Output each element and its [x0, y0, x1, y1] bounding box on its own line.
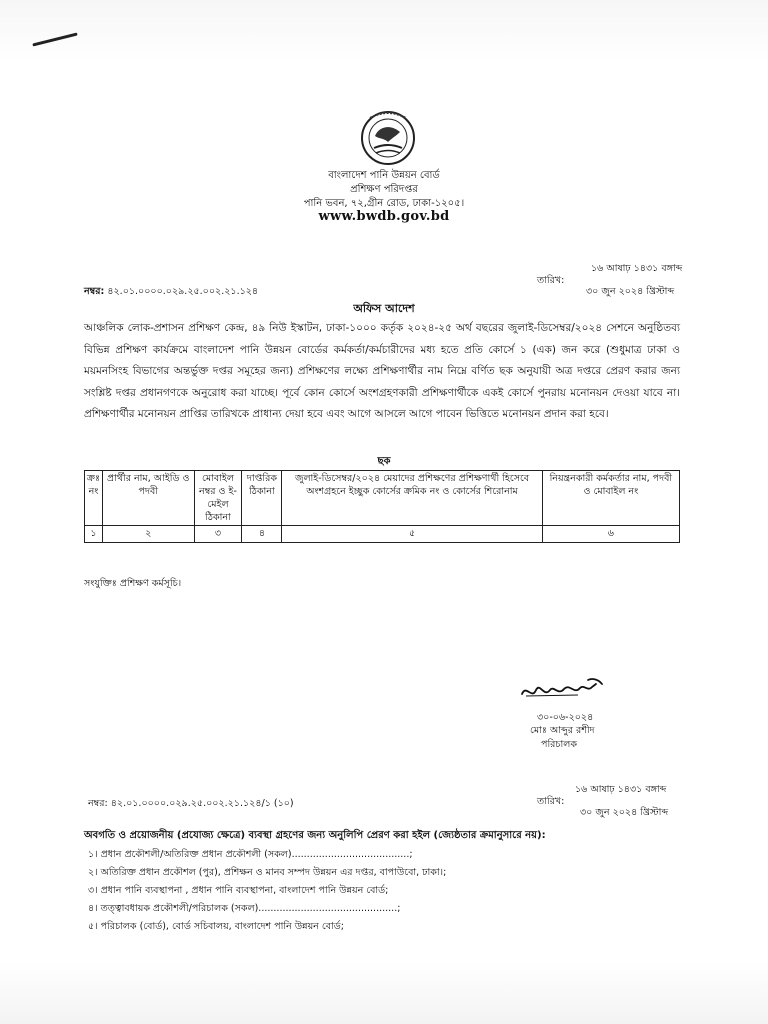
memo-number-value: ৪২.০১.০০০০.০২৯.২৫.০০২.২১.১২৪: [107, 286, 259, 297]
org-name: বাংলাদেশ পানি উন্নয়ন বোর্ড: [328, 170, 440, 181]
table-header-name: প্রার্থীর নাম, আইডি ও পদবী: [103, 471, 195, 526]
order-title: অফিস আদেশ: [353, 302, 415, 315]
copy-to-item: ৪। তত্ত্বাবধায়ক প্রকৌশলী/পরিচালক (সকল)..............................................;: [88, 903, 401, 914]
memo-number: [84, 285, 258, 300]
table-header-row: [85, 471, 680, 526]
copy-to-item: ৩। প্রধান পানি ব্যবস্থাপনা , প্রধান পানি ব্যবস্থাপনা, বাংলাদেশ পানি উন্নয়ন বোর্ড;: [88, 885, 389, 896]
attachment-note: সংযুক্তিঃ প্রশিক্ষণ কর্মসূচি।: [84, 578, 182, 589]
table-caption: ছক: [377, 456, 391, 467]
table-cell: ৫: [282, 526, 542, 543]
nomination-table: [84, 470, 680, 543]
memo-date-gregorian: ৩০ জুন ২০২৪ খ্রিস্টাব্দ: [586, 286, 675, 297]
memo2-date-label: তারিখ:: [537, 796, 565, 807]
directorate-name: প্রশিক্ষণ পরিদপ্তর: [350, 184, 418, 195]
memo2-number-label: নম্বর:: [88, 798, 108, 809]
copy-to-item: ১। প্রধান প্রকৌশলী/অতিরিক্ত প্রধান প্রকৌশলী (সকল).......................................;: [88, 849, 413, 860]
table-cell: ৩: [194, 526, 242, 543]
signatory-name: মোঃ আব্দুর রশীদ: [530, 725, 595, 736]
memo2-number: [88, 797, 294, 812]
copy-to-item: ৫। পরিচালক (বোর্ড), বোর্ড সচিবালয়, বাংলাদেশ পানি উন্নয়ন বোর্ড;: [88, 921, 344, 932]
table-header-contact: মোবাইল নম্বর ও ই-মেইল ঠিকানা: [194, 471, 242, 526]
website-link[interactable]: www.bwdb.gov.bd: [318, 209, 450, 224]
bwdb-logo-icon: [358, 108, 418, 166]
table-header-course: জুলাই-ডিসেম্বর/২০২৪ মেয়াদের প্রশিক্ষণের প্রশিক্ষণার্থী হিসেবে অংশগ্রহনে ইচ্ছুক কোর্সের ক্রমিক নং ও কোর্সের শিরোনাম: [282, 471, 542, 526]
memo-number-label: নম্বর:: [84, 286, 105, 297]
pen-mark: [32, 32, 77, 46]
office-address: পানি ভবন, ৭২,গ্রীন রোড, ঢাকা-১২০৫।: [303, 198, 465, 209]
table-header-controlling-officer: নিয়ন্ত্রনকারী কর্মকর্তার নাম, পদবী ও মোবাইল নং: [542, 471, 679, 526]
table-cell: ৪: [242, 526, 282, 543]
signature-date: ৩০-০৬-২০২৪: [537, 712, 594, 723]
memo-date-label: তারিখ:: [537, 275, 565, 286]
table-header-serial: ক্রঃ নং: [85, 471, 103, 526]
memo2-date-bangla: ১৬ আষাঢ় ১৪৩১ বঙ্গাব্দ: [575, 784, 667, 795]
memo-date-bangla: ১৬ আষাঢ় ১৪৩১ বঙ্গাব্দ: [591, 263, 683, 274]
table-header-office-address: দাপ্তরিক ঠিকানা: [242, 471, 282, 526]
signatory-designation: পরিচালক: [541, 739, 577, 750]
signature: [518, 676, 608, 706]
copy-to-item: ২। অতিরিক্ত প্রধান প্রকৌশল (পুর), প্রশিক্ষন ও মানব সম্পদ উন্নয়ন এর দপ্তর, বাপাউবো, ঢাকা।;: [88, 867, 447, 878]
memo2-date-gregorian: ৩০ জুন ২০২৪ খ্রিস্টাব্দ: [580, 807, 669, 818]
table-cell: ২: [103, 526, 195, 543]
table-cell: ৬: [542, 526, 679, 543]
memo2-number-value: ৪২.০১.০০০০.০২৯.২৫.০০২.২১.১২৪/১ (১০): [110, 798, 294, 809]
copy-to-heading: অবগতি ও প্রয়োজনীয় (প্রযোজ্য ক্ষেত্রে) ব্যবস্থা গ্রহণের জন্য অনুলিপি প্রেরণ করা হইল (জ্যেষ্ঠতার ক্রমানুসারে নয়):: [84, 830, 546, 841]
order-body: আঞ্চলিক লোক-প্রশাসন প্রশিক্ষণ কেন্দ্র, ৪৯ নিউ ইস্কাটন, ঢাকা-১০০০ কর্তৃক ২০২৪-২৫ অর্থ বছরের জুলাই-ডিসেম্বর/২০২৪ সেশনে অনুষ্ঠিতব্য বিভিন্ন প্রশিক্ষণ কার্যক্রমে বাংলাদেশ পানি উন্নয়ন বোর্ডের কর্মকর্তা/কর্মচারীদের মধ্য হতে প্রতি কোর্সে ১ (এক) জন করে (শুধুমাত্র ঢাকা ও ময়মনসিংহ বিভাগের অন্তর্ভুক্ত দপ্তর সমূহের জন্য) প্রশিক্ষণের লক্ষ্যে প্রশিক্ষণার্থীর নাম নিম্নে বর্ণিত ছক অনুযায়ী অত্র দপ্তরে প্রেরণ করার জন্য সংশ্লিষ্ট দপ্তর প্রধানগণকে অনুরোধ করা যাচ্ছে। পূর্বে কোন কোর্সে অংশগ্রহণকারী প্রশিক্ষণার্থীকে একই কোর্সে পুনরায় মনোনয়ন দেওয়া যাবে না। প্রশিক্ষণার্থীর মনোনয়ন প্রাপ্তির তারিখকে প্রাধান্য দেয়া হবে এবং আগে আসলে আগে পাবেন ভিত্তিতে মনোনয়ন প্রদান করা হবে।: [84, 322, 680, 420]
table-number-row: [85, 526, 680, 543]
table-cell: ১: [85, 526, 103, 543]
